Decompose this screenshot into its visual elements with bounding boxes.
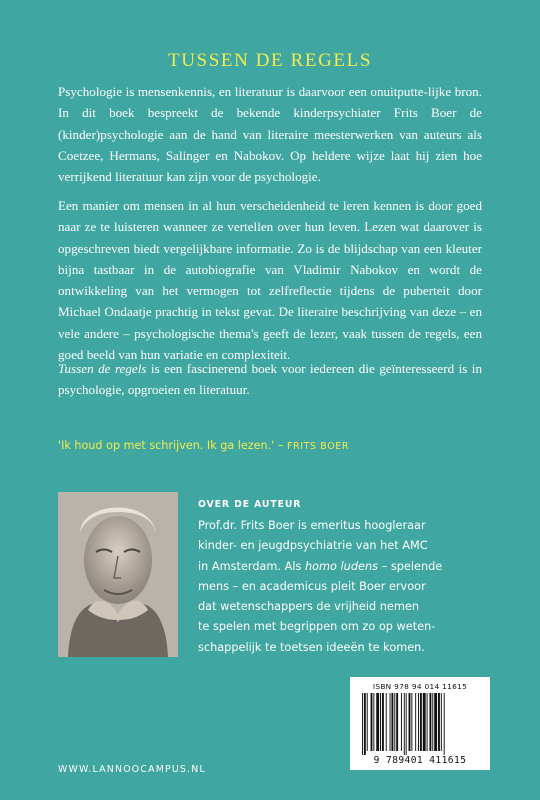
barcode-bar: [438, 693, 440, 751]
barcode-bar: [429, 693, 431, 751]
about-line: [198, 557, 488, 577]
barcode-bar: [371, 693, 373, 751]
book-title: TUSSEN DE REGELS: [168, 50, 372, 71]
barcode-bar: [396, 693, 398, 751]
quote-text: 'Ik houd op met schrijven. Ik ga lezen.': [58, 439, 275, 452]
barcode-bar: [420, 693, 422, 751]
barcode-bar: [394, 693, 395, 751]
isbn-label: ISBN 978 94 014 11615: [372, 682, 468, 691]
publisher-website: WWW.LANNOOCAMPUS.NL: [58, 764, 206, 775]
author-quote: [58, 439, 349, 452]
barcode-bar: [373, 693, 374, 751]
about-line: Prof.dr. Frits Boer is emeritus hoogleraar: [198, 519, 426, 532]
barcode-bar: [411, 693, 412, 751]
homo-ludens-term: homo ludens: [304, 559, 379, 573]
barcode-icon: [362, 693, 478, 755]
quote-dash: –: [274, 439, 287, 452]
about-line: kinder- en jeugdpsychiatrie van het AMC: [198, 539, 428, 553]
barcode-bar: [364, 693, 366, 755]
about-line-part: in Amsterdam. Als: [198, 559, 305, 573]
barcode-bar: [415, 693, 416, 751]
about-line: mens – en academicus pleit Boer ervoor: [198, 579, 426, 593]
barcode-bar: [432, 693, 433, 751]
barcode-bar: [376, 693, 379, 751]
quote-author: FRITS BOER: [286, 441, 350, 452]
barcode-bar: [427, 693, 428, 751]
barcode-bar: [406, 693, 407, 755]
barcode-bar: [423, 693, 426, 751]
barcode-bar: [391, 693, 393, 751]
barcode-bar: [409, 693, 411, 751]
about-author-text: [198, 516, 488, 658]
about-line: dat wetenschappers de vrijheid nemen: [198, 600, 419, 614]
barcode-bar: [367, 693, 368, 751]
barcode-bar: [444, 693, 445, 755]
about-line: te spelen met begrippen om zo op weten-: [198, 620, 436, 634]
barcode-bar: [362, 693, 363, 755]
barcode-bar: [380, 693, 381, 751]
barcode-bar: [386, 693, 387, 751]
blurb-paragraph-1: Psychologie is mensenkennis, en literatuur is daarvoor een onuitputte-lijke bron. In dit boek bespreekt de bekende kinderpsychiater Frits Boer de (kinder)psychologie aan de hand van literaire meesterwerken van auteurs als Coetzee, Hermans, Salinger en Nabokov. Op heldere wijze laat hij zien hoe verrijkend literatuur kan zijn voor de psychologie.: [58, 84, 482, 185]
about-line: schappelijk te toetsen ideeën te komen.: [198, 640, 425, 654]
barcode-bar: [434, 693, 437, 751]
blurb-paragraph-3: [58, 358, 482, 401]
barcode-digits: 9 789401 411615: [373, 755, 467, 766]
barcode-bar: [418, 693, 419, 751]
blurb-paragraph-3-text: is een fascinerend boek voor iedereen die geïnteresseerd is in psychologie, opgroeien en literatuur.: [58, 361, 482, 398]
barcode-bar: [390, 693, 391, 751]
author-photo: [58, 492, 178, 657]
barcode-bar: [441, 693, 442, 751]
barcode-bar: [401, 693, 402, 751]
barcode-box: [350, 677, 490, 770]
about-line-part: – spelende: [378, 559, 443, 573]
barcode-bar: [382, 693, 384, 751]
author-portrait: [58, 492, 178, 657]
blurb-paragraph-2: Een manier om mensen in al hun verscheidenheid te leren kennen is door goed naar ze te luisteren wanneer ze vertellen over hun leven. Lezen wat daarover is opgeschreven biedt vergelijkbare informatie. Zo is de blijdschap van een kleuter bijna tastbaar in de autobiografie van Vladimir Nabokov en wordt de ontwikkeling van het vermogen tot zelfreflectie tijdens de puberteit door Michael Ondaatje prachtig in tekst gevat. De literaire beschrijving van deze – en vele andere – psychologische thema's geeft de lezer, vaak tussen de regels, een goed beeld van hun variatie en complexiteit.: [58, 198, 482, 363]
book-title-inline: Tussen de regels: [58, 361, 147, 376]
barcode-bar: [404, 693, 405, 755]
about-author-heading: OVER DE AUTEUR: [198, 499, 302, 510]
